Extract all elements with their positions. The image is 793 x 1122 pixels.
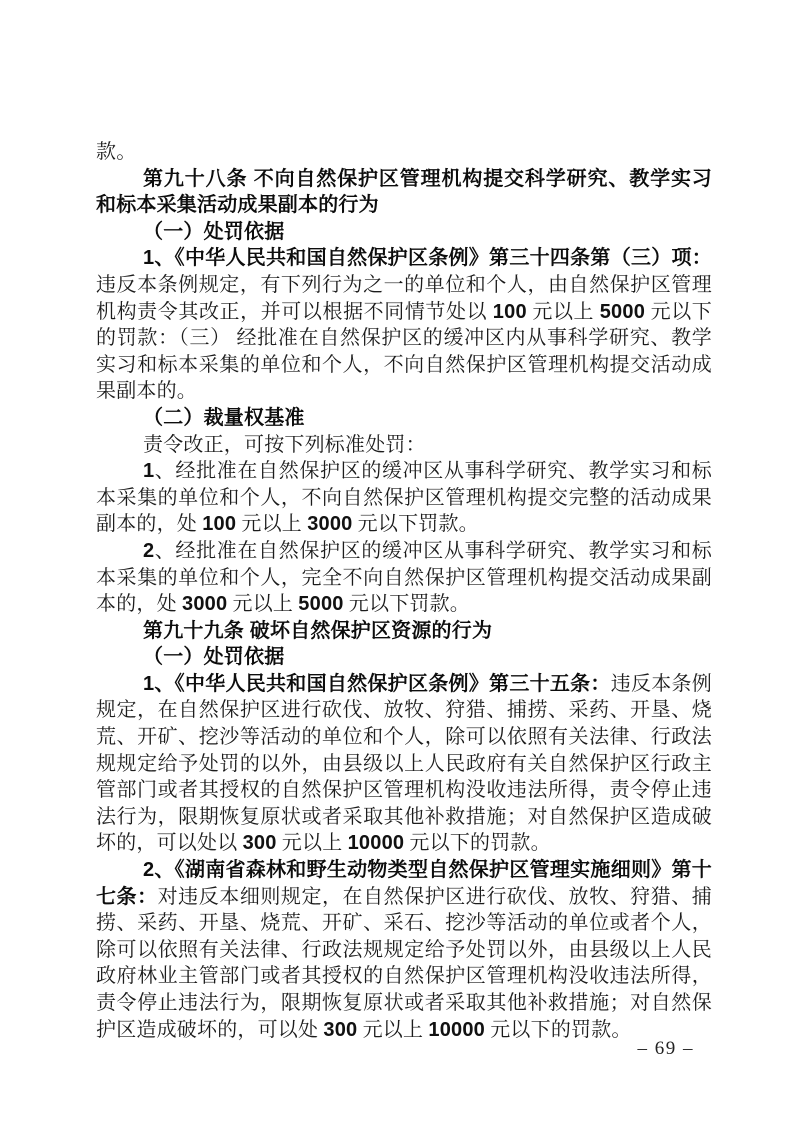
numeric-value: 3000 [182, 593, 228, 616]
article-99-citation-hunan-rules-art17 [96, 857, 712, 1043]
text-segment: （一）处罚依据 [143, 220, 285, 243]
numeric-value: 5000 [298, 593, 344, 616]
text-segment: 、经批准在自然保护区的缓冲区从事科学研究、教学实习和标本采集的单位和个人，不向自然保护区管理机构提交完整的活动成果副本的，处 [96, 460, 712, 536]
text-segment: 元以上 [236, 513, 308, 536]
article-98-discretion-benchmark-heading [96, 405, 712, 432]
text-segment: 责令改正，可按下列标准处罚： [143, 433, 426, 456]
paragraph-continuation [96, 139, 712, 166]
text-segment: 元以下的罚款。 [404, 832, 551, 855]
numeric-value: 300 [242, 832, 277, 855]
article-98-citation-regulation-art34 [96, 245, 712, 405]
page-number: – 69 – [637, 1038, 694, 1059]
article-98-benchmark-intro [96, 432, 712, 459]
text-segment: 元以上 [276, 832, 348, 855]
text-segment: 、经批准在自然保护区的缓冲区从事科学研究、教学实习和标本采集的单位和个人，完全不向自然保护区管理机构提交活动成果副本的，处 [96, 539, 712, 616]
text-segment: 第九十八条 不向自然保护区管理机构提交科学研究、教学实习和标本采集活动成果副本的行为 [96, 167, 712, 217]
text-segment: 1、《中华人民共和国自然保护区条例》第三十四条第（三）项： [143, 247, 712, 270]
text-segment: 第九十九条 破坏自然保护区资源的行为 [143, 619, 493, 642]
article-99-penalty-basis-heading [96, 644, 712, 671]
numeric-value: 2 [143, 539, 155, 562]
numeric-value: 100 [492, 300, 527, 323]
text-segment: 对违反本细则规定，在自然保护区进行砍伐、放牧、狩猎、捕捞、采药、开垦、烧荒、开矿、采石、挖沙等活动的单位或者个人，除可以依照有关法律、行政法规规定给予处罚以外，由县级以上人民政府林业主管部门或者其授权的自然保护区管理机构没收违法所得，责令停止违法行为，限期恢复原状或者采取其他补救措施；对自然保护区造成破坏的，可以处 [96, 885, 712, 1041]
page-footer [638, 1038, 695, 1060]
text-segment: 款。 [96, 141, 137, 163]
text-segment: （二）裁量权基准 [143, 406, 305, 429]
numeric-value: 10000 [347, 832, 405, 855]
text-segment: 元以下罚款。 [352, 513, 479, 536]
article-98-benchmark-item-2 [96, 538, 712, 618]
article-98-penalty-basis-heading [96, 219, 712, 246]
article-99-heading [96, 618, 712, 645]
document-body [96, 139, 712, 1043]
text-segment: 元以上 [357, 1018, 429, 1041]
text-segment: 元以下的罚款。 [485, 1018, 632, 1041]
numeric-value: 10000 [428, 1018, 486, 1041]
text-segment: 元以上 [227, 593, 299, 616]
numeric-value: 3000 [307, 513, 353, 536]
text-segment: 1、《中华人民共和国自然保护区条例》第三十五条： [143, 672, 611, 695]
numeric-value: 300 [323, 1018, 358, 1041]
text-segment: 2、《湖南省森林和野生动物类型自然保护区管理实施细则》第十七条： [96, 859, 712, 908]
text-segment: 违反本条例规定，有下列行为之一的单位和个人，由自然保护区管理机构责令其改正，并可以根据不同情节处以 [96, 273, 712, 323]
article-98-heading [96, 166, 712, 219]
numeric-value: 100 [202, 513, 237, 536]
text-segment: 元以下罚款。 [343, 593, 470, 616]
article-98-benchmark-item-1 [96, 458, 712, 538]
text-segment: （一）处罚依据 [143, 646, 285, 669]
article-99-citation-regulation-art35 [96, 671, 712, 857]
numeric-value: 5000 [599, 300, 646, 323]
text-segment: 元以下的罚款：（三） 经批准在自然保护区的缓冲区内从事科学研究、教学实习和标本采集的单位和个人，不向自然保护区管理机构提交活动成果副本的。 [96, 300, 713, 403]
numeric-value: 1 [143, 460, 155, 483]
text-segment: 元以上 [526, 300, 600, 323]
text-segment: 违反本条例规定，在自然保护区进行砍伐、放牧、狩猎、捕捞、采药、开垦、烧荒、开矿、挖沙等活动的单位和个人，除可以依照有关法律、行政法规规定给予处罚的以外，由县级以上人民政府有关自然保护区行政主管部门或者其授权的自然保护区管理机构没收违法所得，责令停止违法行为，限期恢复原状或者采取其他补救措施；对自然保护区造成破坏的，可以处以 [96, 672, 712, 855]
